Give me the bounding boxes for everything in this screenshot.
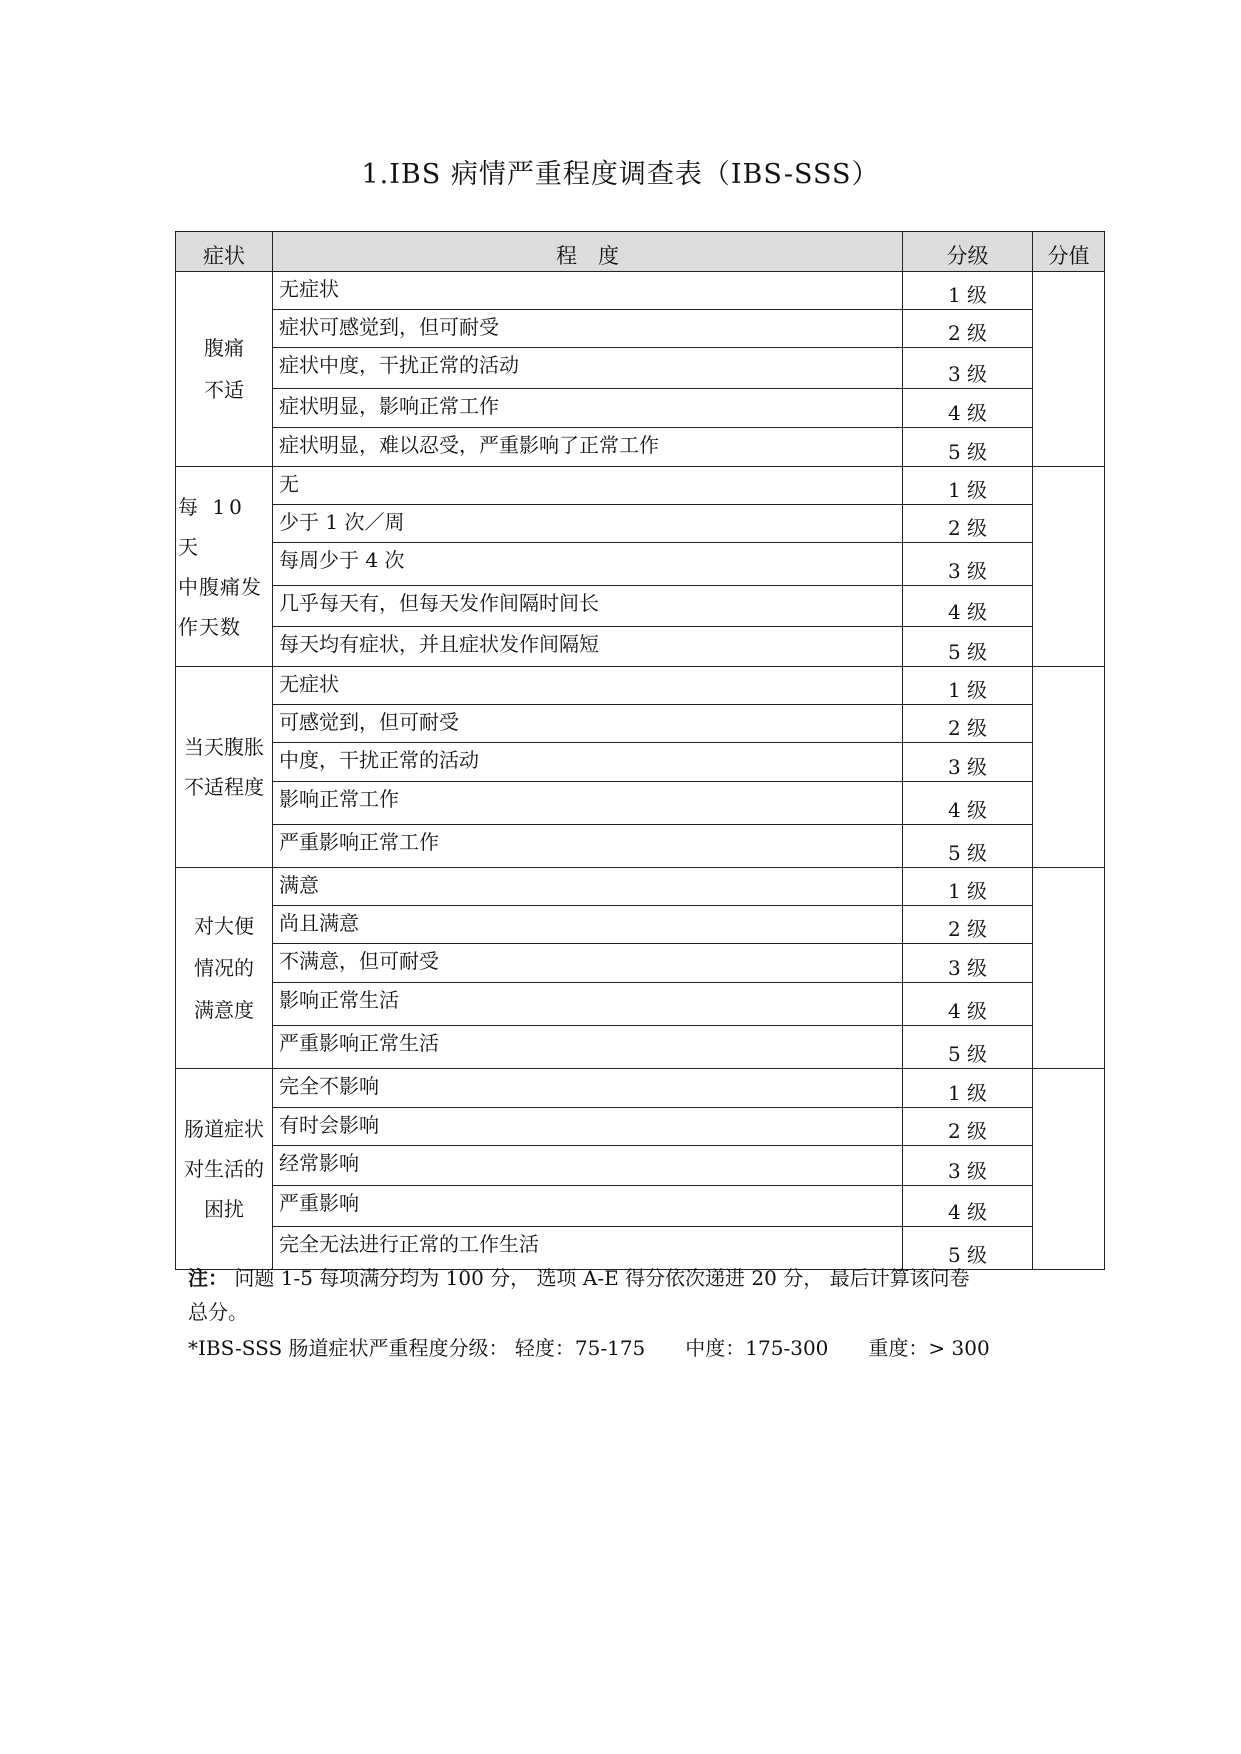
level-cell: 1 级 [903,272,1033,310]
table-row [176,310,1105,348]
degree-cell [273,944,903,983]
degree-cell [273,348,903,389]
symptom-line: 困扰 [204,1197,244,1221]
level-cell: 3 级 [903,543,1033,586]
ibs-sss-table [175,231,1105,1270]
degree-cell [273,868,903,906]
degree-cell [273,1026,903,1069]
symptom-line: 不适程度 [184,775,264,799]
degree-text: 无症状 [279,672,339,696]
degree-cell [273,1108,903,1146]
degree-text: 严重影响 [279,1191,359,1215]
table-row [176,705,1105,743]
table-row [176,428,1105,467]
degree-cell [273,310,903,348]
table-row [176,389,1105,428]
degree-text: 症状中度，干扰正常的活动 [279,353,519,377]
header-level: 分级 [903,232,1033,272]
degree-cell [273,1186,903,1227]
symptom-line: 肠道症状 [184,1117,264,1141]
degree-cell [273,272,903,310]
symptom-cell [176,272,273,467]
table-row [176,868,1105,906]
degree-text: 尚且满意 [279,911,359,935]
degree-text: 影响正常生活 [279,988,399,1012]
table-row [176,543,1105,586]
degree-cell [273,389,903,428]
degree-text: 每周少于 4 次 [279,548,405,572]
table-row [176,467,1105,505]
degree-text: 严重影响正常工作 [279,830,439,854]
level-cell: 2 级 [903,505,1033,543]
note-label: 注： [188,1266,228,1290]
level-cell: 5 级 [903,428,1033,467]
level-cell: 5 级 [903,627,1033,667]
table-row [176,1186,1105,1227]
table-row [176,825,1105,868]
level-cell: 3 级 [903,944,1033,983]
degree-cell [273,428,903,467]
degree-text: 症状可感觉到，但可耐受 [279,315,499,339]
symptom-cell [176,1069,273,1270]
degree-text: 每天均有症状，并且症状发作间隔短 [279,632,599,656]
degree-text: 无 [279,472,299,496]
level-cell: 5 级 [903,1026,1033,1069]
level-cell: 4 级 [903,983,1033,1026]
level-cell: 1 级 [903,868,1033,906]
degree-text: 无症状 [279,277,339,301]
table-row [176,586,1105,627]
table-header-row [176,232,1105,272]
degree-cell [273,983,903,1026]
note-text-1: 问题 1-5 每项满分均为 100 分， 选项 A-E 得分依次递进 20 分， 最后计算该问卷 [234,1266,970,1290]
degree-text: 经常影响 [279,1151,359,1175]
degree-cell [273,543,903,586]
degree-text: 有时会影响 [279,1113,379,1137]
symptom-cell [176,667,273,868]
level-cell: 2 级 [903,906,1033,944]
degree-text: 可感觉到，但可耐受 [279,710,459,734]
level-cell: 4 级 [903,586,1033,627]
table-row [176,944,1105,983]
level-cell: 2 级 [903,705,1033,743]
symptom-cell [176,467,273,667]
degree-text: 影响正常工作 [279,787,399,811]
degree-cell [273,906,903,944]
degree-text: 完全无法进行正常的工作生活 [279,1232,539,1256]
degree-cell [273,627,903,667]
score-input-cell[interactable] [1033,272,1105,467]
table-row [176,983,1105,1026]
note-line-3: *IBS-SSS 肠道症状严重程度分级： 轻度：75-175 中度：175-300 重度：> 300 [188,1336,990,1360]
table-row [176,782,1105,825]
symptom-line: 情况的 [194,956,254,980]
degree-text: 完全不影响 [279,1074,379,1098]
symptom-line: 当天腹胀 [184,735,264,759]
symptom-line: 腹痛 [204,336,244,360]
level-cell: 2 级 [903,1108,1033,1146]
degree-cell [273,467,903,505]
table-row [176,667,1105,705]
degree-text: 症状明显，难以忍受，严重影响了正常工作 [279,433,659,457]
table-row [176,1108,1105,1146]
table-row [176,627,1105,667]
header-degree: 程 度 [273,232,903,272]
level-cell: 4 级 [903,389,1033,428]
table-row [176,505,1105,543]
table-row [176,906,1105,944]
degree-cell [273,586,903,627]
degree-text: 中度，干扰正常的活动 [279,748,479,772]
degree-cell [273,743,903,782]
degree-text: 症状明显，影响正常工作 [279,394,499,418]
symptom-line: 中腹痛发 [178,574,262,599]
symptom-line: 对生活的 [184,1157,264,1181]
degree-cell [273,705,903,743]
degree-text: 不满意，但可耐受 [279,949,439,973]
symptom-line: 对大便 [194,914,254,938]
note-line-1 [188,1262,970,1291]
table-row [176,743,1105,782]
symptom-line: 每 10 天 [178,494,246,559]
header-score: 分值 [1033,232,1105,272]
degree-text: 几乎每天有，但每天发作间隔时间长 [279,591,599,615]
degree-cell [273,1146,903,1186]
degree-cell [273,782,903,825]
level-cell: 3 级 [903,1146,1033,1186]
level-cell: 1 级 [903,667,1033,705]
level-cell: 4 级 [903,782,1033,825]
note-line-2: 总分。 [188,1300,248,1324]
level-cell: 1 级 [903,1069,1033,1108]
symptom-line: 作天数 [178,614,241,639]
level-cell: 3 级 [903,743,1033,782]
table-row [176,272,1105,310]
degree-cell [273,1069,903,1108]
table-row [176,1026,1105,1069]
degree-cell [273,667,903,705]
level-cell: 5 级 [903,1227,1033,1270]
score-input-cell[interactable] [1033,467,1105,667]
degree-cell [273,825,903,868]
score-input-cell[interactable] [1033,868,1105,1069]
score-input-cell[interactable] [1033,1069,1105,1270]
degree-text: 严重影响正常生活 [279,1031,439,1055]
degree-cell [273,505,903,543]
level-cell: 5 级 [903,825,1033,868]
table-row [176,348,1105,389]
page-title: 1.IBS 病情严重程度调查表（IBS-SSS） [361,159,880,190]
symptom-line: 不适 [204,378,244,402]
table-row [176,1069,1105,1108]
degree-text: 满意 [279,873,319,897]
degree-text: 少于 1 次／周 [279,510,405,534]
symptom-line: 满意度 [194,998,254,1022]
score-input-cell[interactable] [1033,667,1105,868]
header-symptom: 症状 [176,232,273,272]
level-cell: 2 级 [903,310,1033,348]
table-row [176,1146,1105,1186]
level-cell: 4 级 [903,1186,1033,1227]
symptom-cell [176,868,273,1069]
level-cell: 1 级 [903,467,1033,505]
level-cell: 3 级 [903,348,1033,389]
